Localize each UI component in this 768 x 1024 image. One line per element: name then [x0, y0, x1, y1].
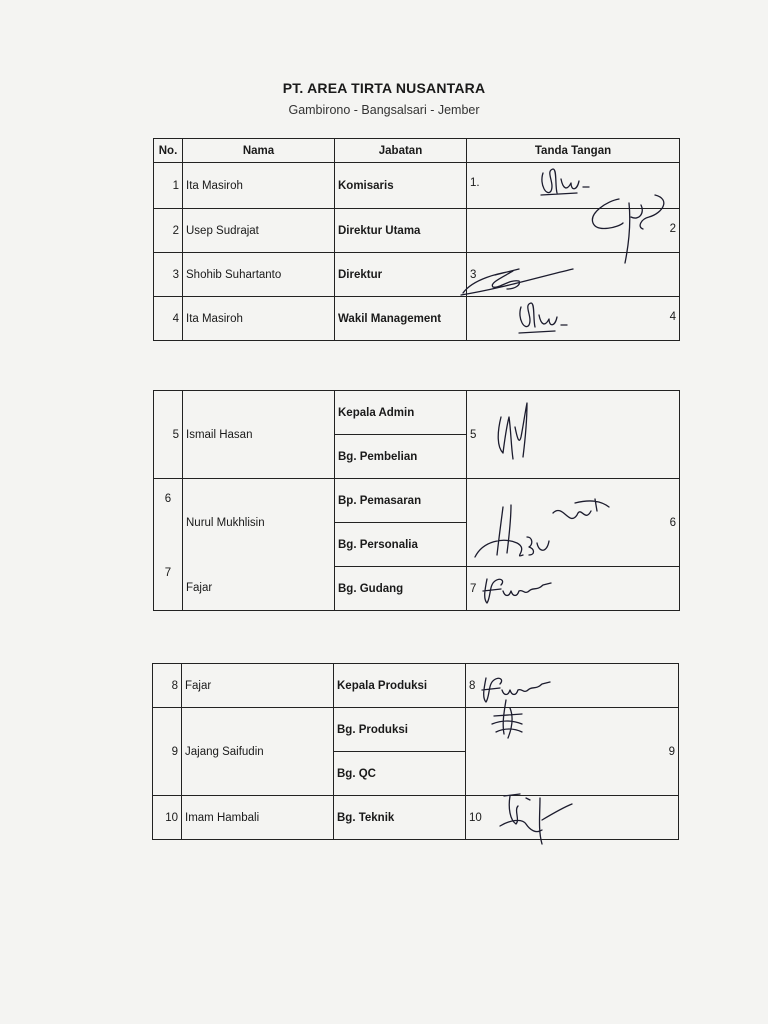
table-row	[154, 209, 680, 253]
table-row	[154, 479, 680, 523]
row-number: 5	[154, 391, 183, 479]
signature-image	[515, 299, 575, 339]
signature-cell	[467, 391, 680, 479]
row-number: 6	[154, 479, 183, 523]
row-position: Kepala Admin	[335, 391, 467, 435]
row-position: Bg. Teknik	[334, 796, 466, 840]
row-position: Bg. Personalia	[335, 523, 467, 567]
signature-number: 7	[470, 583, 477, 595]
signature-image	[493, 397, 533, 467]
signature-image	[488, 698, 528, 744]
row-position: Bg. Produksi	[334, 708, 466, 752]
row-number: 1	[154, 163, 183, 209]
row-name: Shohib Suhartanto	[183, 253, 335, 297]
signature-image	[496, 790, 576, 848]
column-header-tanda-tangan: Tanda Tangan	[467, 139, 680, 163]
row-number: 8	[153, 664, 182, 708]
signature-number: 8	[469, 680, 476, 692]
row-position: Bg. Gudang	[335, 567, 467, 611]
table-header-row	[154, 139, 680, 163]
signature-cell	[467, 297, 680, 341]
table-row	[154, 567, 680, 611]
signature-number: 4	[669, 311, 676, 323]
company-title: PT. AREA TIRTA NUSANTARA	[282, 80, 486, 96]
row-position: Kepala Produksi	[334, 664, 466, 708]
signature-number: 9	[668, 746, 675, 758]
table-row	[154, 297, 680, 341]
signature-number: 3	[470, 269, 477, 281]
signature-number: 5	[470, 429, 477, 441]
row-position: Bg. Pembelian	[335, 435, 467, 479]
row-number: 9	[153, 708, 182, 796]
row-number: 10	[153, 796, 182, 840]
signature-image	[481, 571, 551, 607]
signature-cell	[466, 796, 679, 840]
signature-number: 1.	[470, 177, 480, 189]
row-number: 2	[154, 209, 183, 253]
signature-table-directors	[153, 138, 680, 341]
row-position: Komisaris	[335, 163, 467, 209]
row-position: Wakil Management	[335, 297, 467, 341]
row-number: 3	[154, 253, 183, 297]
row-name: Nurul Mukhlisin	[183, 479, 335, 567]
column-header-no: No.	[154, 139, 183, 163]
table-row	[153, 664, 679, 708]
signature-number: 6	[669, 517, 676, 529]
row-name: Fajar	[182, 664, 334, 708]
row-position: Direktur	[335, 253, 467, 297]
row-name: Ita Masiroh	[183, 297, 335, 341]
signature-image	[459, 259, 579, 299]
table-row	[154, 391, 680, 435]
row-position: Bp. Pemasaran	[335, 479, 467, 523]
signature-cell	[467, 479, 680, 567]
column-header-nama: Nama	[183, 139, 335, 163]
row-name: Ita Masiroh	[183, 163, 335, 209]
table-row	[154, 253, 680, 297]
row-name: Jajang Saifudin	[182, 708, 334, 796]
signature-cell	[467, 209, 680, 253]
signature-cell	[466, 708, 679, 796]
row-number: 4	[154, 297, 183, 341]
row-name: Fajar	[183, 567, 335, 611]
signature-number: 2	[669, 223, 676, 235]
table-row	[153, 796, 679, 840]
row-position: Bg. QC	[334, 752, 466, 796]
row-name: Ismail Hasan	[183, 391, 335, 479]
signature-cell	[467, 567, 680, 611]
row-position: Direktur Utama	[335, 209, 467, 253]
row-number-spacer	[154, 523, 183, 567]
signature-table-production	[152, 663, 679, 840]
row-name: Usep Sudrajat	[183, 209, 335, 253]
row-number: 7	[154, 567, 183, 611]
company-address: Gambirono - Bangsalsari - Jember	[288, 103, 480, 117]
column-header-jabatan: Jabatan	[335, 139, 467, 163]
row-name: Imam Hambali	[182, 796, 334, 840]
signature-image	[473, 497, 613, 567]
signature-cell	[467, 253, 680, 297]
signature-number: 10	[469, 812, 482, 824]
table-row	[153, 708, 679, 752]
signature-table-staff	[153, 390, 680, 611]
